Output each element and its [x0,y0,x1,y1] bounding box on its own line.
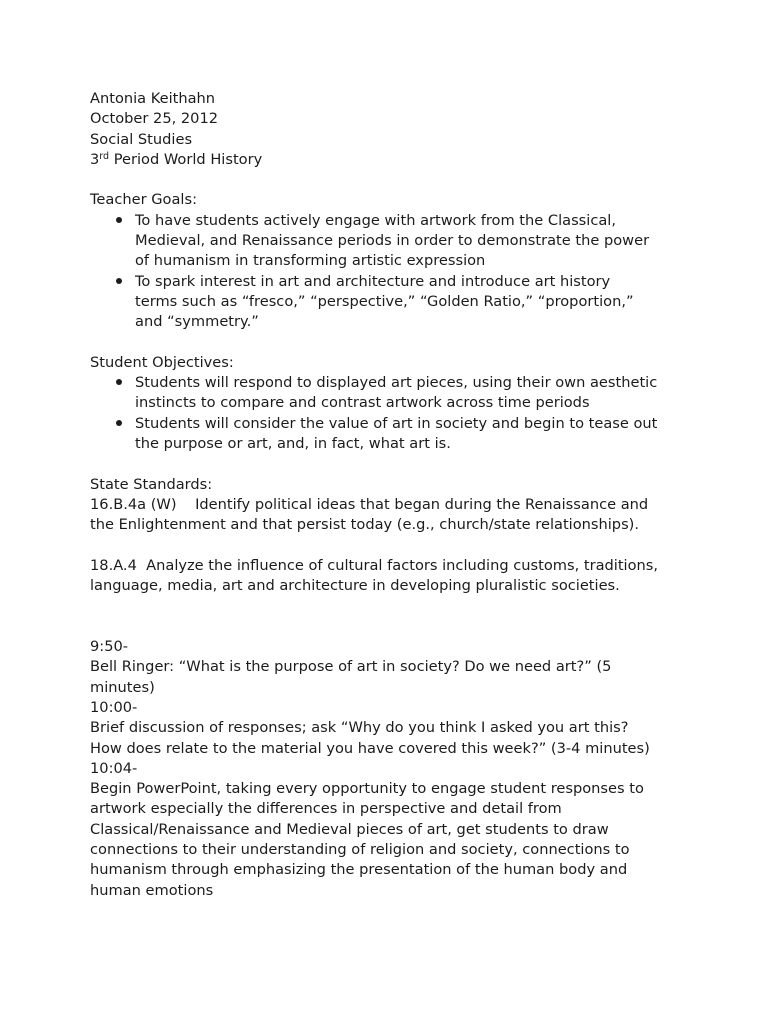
standard-line: 16.B.4a (W) Identify political ideas that began during the Renaissance and [90,495,649,513]
schedule-entry [90,759,680,901]
objective-line: Students will consider the value of art in society and begin to tease out [135,414,658,432]
schedule-line: artwork especially the differences in perspective and detail from [90,800,562,818]
state-standards-heading: State Standards: [90,475,213,493]
teacher-goals-heading: Teacher Goals: [90,191,198,209]
goal-line: Medieval, and Renaissance periods in order to demonstrate the power [135,232,650,250]
schedule-entry [90,698,680,759]
bullet-icon [114,414,124,434]
lesson-date: October 25, 2012 [90,110,219,128]
objective-line: the purpose or art, and, in fact, what art is. [135,435,451,453]
goal-line: To spark interest in art and architecture and introduce art history [135,272,611,290]
author-name: Antonia Keithahn [90,90,216,107]
list-item [90,272,690,333]
schedule-line: Begin PowerPoint, taking every opportunity to engage student responses to [90,780,644,798]
period-number: 3 [90,150,100,168]
class-period [90,150,680,170]
list-item [90,414,690,455]
schedule-entry [90,637,680,698]
schedule-time: 9:50- [90,638,129,656]
standard-line: language, media, art and architecture in developing pluralistic societies. [90,577,620,595]
student-objectives-heading: Student Objectives: [90,353,234,371]
schedule-line: Bell Ringer: “What is the purpose of art in society? Do we need art?” (5 [90,658,612,676]
objective-line: instincts to compare and contrast artwork across time periods [135,394,590,412]
list-item [90,373,690,414]
schedule-time: 10:00- [90,698,138,716]
standard-16b4a [90,495,680,536]
student-objectives-list [90,373,680,454]
bullet-icon [114,373,124,393]
subject-name: Social Studies [90,130,193,148]
schedule-line: minutes) [90,678,155,696]
standard-18a4 [90,556,680,597]
objective-line: Students will respond to displayed art pieces, using their own aesthetic [135,374,658,392]
schedule-line: humanism through emphasizing the presentation of the human body and [90,861,628,879]
period-ordinal: rd [99,150,110,162]
list-item [90,211,690,272]
goal-line: terms such as “fresco,” “perspective,” “Golden Ratio,” “proportion,” [135,292,634,310]
goal-line: To have students actively engage with artwork from the Classical, [135,211,617,229]
goal-line: and “symmetry.” [135,313,259,331]
bullet-icon [114,272,124,292]
schedule [90,637,680,901]
schedule-line: Brief discussion of responses; ask “Why do you think I asked you art this? [90,719,629,737]
bullet-icon [114,211,124,231]
schedule-line: How does relate to the material you have covered this week?” (3-4 minutes) [90,739,650,757]
schedule-line: connections to their understanding of religion and society, connections to [90,840,630,858]
schedule-line: Classical/Renaissance and Medieval pieces of art, get students to draw [90,820,609,838]
lesson-plan-document [90,89,680,901]
standard-line: 18.A.4 Analyze the influence of cultural factors including customs, traditions, [90,556,659,574]
schedule-line: human emotions [90,881,214,899]
standard-line: the Enlightenment and that persist today (e.g., church/state relationships). [90,516,640,534]
teacher-goals-list [90,211,680,333]
period-title: Period World History [109,150,263,168]
goal-line: of humanism in transforming artistic expression [135,252,486,270]
schedule-time: 10:04- [90,759,138,777]
